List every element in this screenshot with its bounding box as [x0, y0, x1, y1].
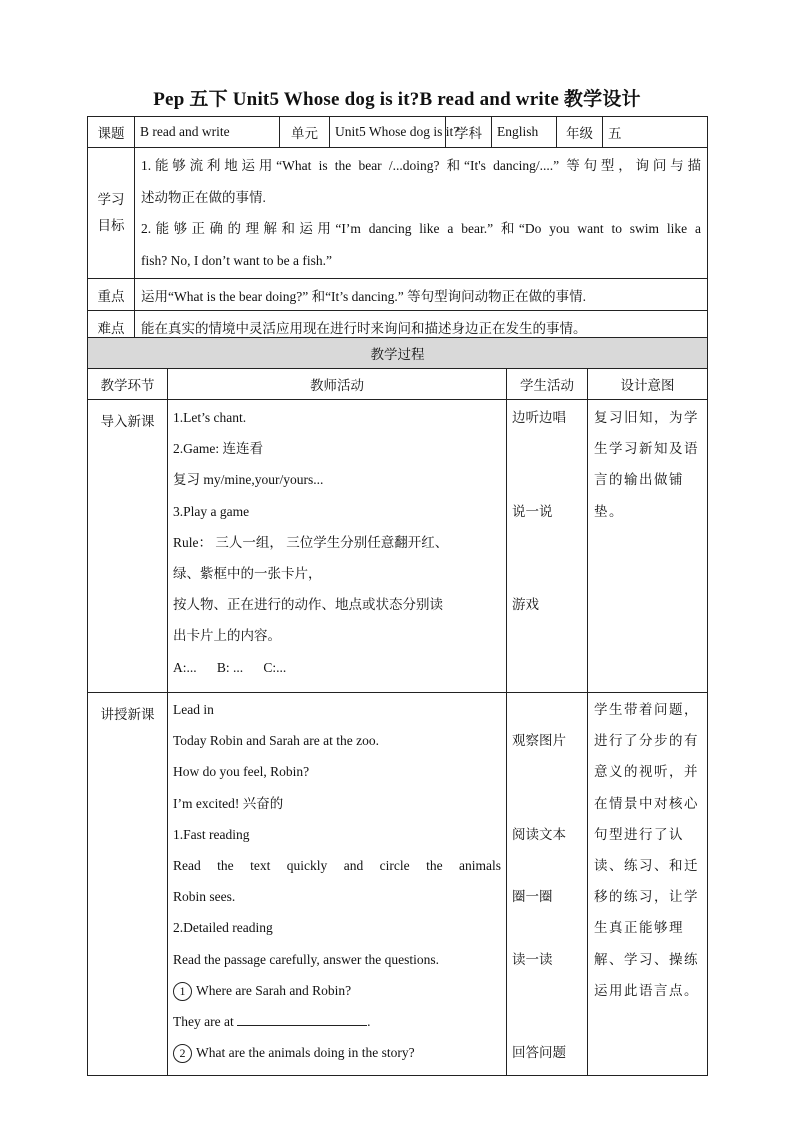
header-intent: 设计意图 — [588, 369, 708, 400]
grade-value: 五 — [603, 117, 708, 148]
goals-text — [135, 148, 708, 279]
info-table — [87, 116, 708, 344]
teach-student-line: 观察图片 — [512, 733, 566, 749]
intro-intent: 复习旧知，为学生学习新知及语言的输出做铺垫。 — [588, 400, 708, 693]
question-1 — [173, 975, 501, 1006]
grade-label: 年级 — [557, 117, 603, 148]
teach-student-line: 回答问题 — [512, 1045, 566, 1061]
goals-label-1: 学习 — [97, 192, 125, 207]
goal-line-4: fish? No, I don’t want to be a fish.” — [141, 252, 332, 268]
teach-teacher-line: Read the text quickly and circle the animals — [173, 857, 501, 873]
goal-line-3: 2.能够正确的理解和运用“I’m dancing like a bear.” 和“Do you want to swim like a — [141, 221, 701, 236]
teach-student-line: 圈一圈 — [512, 889, 553, 905]
intro-teacher-line: A:... B: ... C:... — [173, 659, 287, 675]
intro-student — [507, 400, 588, 693]
question-1-text: Where are Sarah and Robin? — [196, 982, 352, 998]
subject-label: 学科 — [446, 117, 492, 148]
teach-teacher-line: Read the passage carefully, answer the questions. — [173, 951, 440, 967]
intro-teacher-line: Rule： 三人一组， 三位学生分别任意翻开红、 — [173, 534, 449, 550]
question-2-text: What are the animals doing in the story? — [196, 1045, 415, 1061]
question-2 — [173, 1037, 501, 1068]
header-teacher: 教师活动 — [168, 369, 507, 400]
intro-teacher-line: 按人物、正在进行的动作、地点或状态分别读 — [173, 597, 443, 613]
header-student: 学生活动 — [507, 369, 588, 400]
difficulty-label: 难点 — [88, 311, 135, 344]
teach-stage: 讲授新课 — [88, 693, 168, 1076]
page-title: Pep 五下 Unit5 Whose dog is it?B read and write 教学设计 — [153, 89, 641, 110]
intro-teacher-line: 1.Let’s chant. — [173, 410, 247, 425]
goals-label — [88, 148, 135, 279]
topic-value: B read and write — [135, 117, 280, 148]
circle-number-2: 2 — [173, 1044, 192, 1063]
teach-teacher-line: 1.Fast reading — [173, 826, 250, 842]
intro-teacher-line: 2.Game: 连连看 — [173, 441, 263, 457]
intro-student-line: 游戏 — [512, 597, 539, 613]
goal-line-2: 述动物正在做的事情. — [141, 189, 266, 205]
intro-teacher-line: 复习 my/mine,your/yours... — [173, 472, 324, 488]
header-stage: 教学环节 — [88, 369, 168, 400]
circle-number-1: 1 — [173, 982, 192, 1001]
intro-stage: 导入新课 — [88, 400, 168, 693]
teach-teacher-line: Lead in — [173, 702, 214, 717]
goal-line-1: 1.能够流利地运用“What is the bear /...doing? 和“It's dancing/....” 等句型，询问与描 — [141, 158, 701, 173]
unit-value: Unit5 Whose dog is it? — [330, 117, 446, 148]
goals-label-2: 目标 — [97, 218, 125, 233]
teach-teacher-line: Today Robin and Sarah are at the zoo. — [173, 733, 379, 749]
topic-label: 课题 — [88, 117, 135, 148]
teach-student-line: 读一读 — [512, 951, 553, 967]
answer-blank — [237, 1011, 367, 1026]
intro-student-line: 说一说 — [512, 503, 553, 519]
unit-label: 单元 — [280, 117, 330, 148]
intro-teacher-line: 3.Play a game — [173, 503, 250, 519]
answer-1-text: They are at — [173, 1013, 234, 1029]
teach-teacher-line: Robin sees. — [173, 889, 236, 905]
difficulty-text: 能在真实的情境中灵活应用现在进行时来询问和描述身边正在发生的事情。 — [135, 311, 708, 344]
process-table — [87, 337, 708, 1076]
teach-student-line: 阅读文本 — [512, 826, 566, 842]
answer-1: They are at . — [173, 1006, 501, 1037]
teach-teacher-line: I’m excited! 兴奋的 — [173, 795, 284, 811]
key-text: 运用“What is the bear doing?” 和“It’s dancing.” 等句型询问动物正在做的事情. — [135, 279, 708, 311]
intro-teacher — [168, 400, 507, 693]
teach-teacher — [168, 693, 507, 1076]
teach-student — [507, 693, 588, 1076]
intro-teacher-line: 绿、紫框中的一张卡片， — [173, 565, 322, 581]
intro-student-line: 边听边唱 — [512, 410, 566, 425]
process-title: 教学过程 — [88, 338, 708, 369]
subject-value: English — [492, 117, 557, 148]
teach-teacher-line: 2.Detailed reading — [173, 920, 273, 936]
key-label: 重点 — [88, 279, 135, 311]
teach-teacher-line: How do you feel, Robin? — [173, 764, 310, 780]
intro-teacher-line: 出卡片上的内容。 — [173, 628, 281, 644]
teach-intent: 学生带着问题，进行了分步的有意义的视听，并在情景中对核心句型进行了认读、练习、和迁移的练习，让学生真正能够理解、学习、操练运用此语言点。 — [588, 693, 708, 1076]
